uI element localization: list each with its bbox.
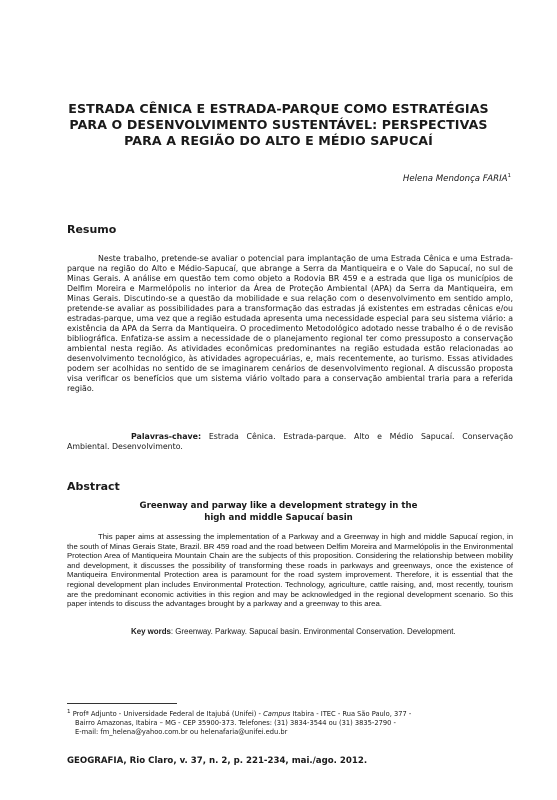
abstract-title — [100, 500, 457, 524]
resumo-body: Neste trabalho, pretende-se avaliar o potencial para implantação de uma Estrada Cênica e uma Estrada-parque na região do Alto e Médio-Sapucaí, que abrange a Serra da Mantiqueira e o Vale do Sapucaí, no sul de Minas Gerais. A análise em questão tem como objeto a Rodovia BR 459 e a estrada que liga os municípios de Delfim Moreira e Marmelópolis no interior da Área de Proteção Ambiental (APA) da Serra da Mantiqueira, em Minas Gerais. Discutindo-se a questão da mobilidade e sua relação com o desenvolvimento em sentido amplo, pretende-se avaliar as possibilidades para a transformação das estradas já existentes em estradas cênicas e/ou estradas-parque, uma vez que a região estudada apresenta uma necessidade especial para seu sistema viário: a existência da APA da Serra da Mantiqueira. O procedimento Metodológico adotado nesse trabalho é o de revisão bibliográfica. Enfatiza-se assim a necessidade de o planejamento regional ter como pressuposto a conservação ambiental nesta região. As atividades econômicas predominantes na região estudada estão relacionadas ao desenvolvimento tecnológico, às atividades agropecuárias, e, mais recentemente, ao turismo. Essas atividades podem ser acolhidas no sentido de se imaginarem cenários de desenvolvimento regional. A discussão proposta visa verificar os benefícios que um sistema viário voltado para a conservação ambiental traria para a referida região. — [67, 254, 513, 393]
title-line: ESTRADA CÊNICA E ESTRADA-PARQUE COMO ESTRATÉGIAS — [68, 101, 489, 116]
footnote-text: Itabira - ITEC - Rua São Paulo, 377 - — [290, 710, 412, 719]
key-words-list: : Greenway. Parkway. Sapucaí basin. Environmental Conservation. Development. — [170, 627, 456, 636]
footnote — [67, 708, 513, 737]
author-name — [403, 173, 511, 184]
author-surname: FARIA — [482, 173, 508, 184]
abstract-title-line: high and middle Sapucaí basin — [204, 513, 353, 523]
footnote-campus: Campus — [263, 710, 291, 719]
palavras-chave-label: Palavras-chave: — [131, 432, 202, 441]
abstract-body: This paper aims at assessing the implementation of a Parkway and a Greenway in high and middle Sapucaí region, in the south of Minas Gerais State, Brazil. BR 459 road and the road between Delfim Moreira and Marmelópolis in the Environmental Protection Area of Mantiqueira Mountain Chain are the subjects of this proposition. Considering the relationship between mobility and development, it discusses the possibility of transforming these roads in parkways and greenways, once the existence of Mantiqueira Environmental Protection area is paramount for the road system improvement. Therefore, it is essential that the regional development plan includes Environmental Protection. Technology, agriculture, cattle raising, and, most recently, tourism are the predominant economic activities in this region and may be acknowledged in the regional development scenario. So this paper intends to discuss the advantages brought by a parkway and a greenway to this area. — [67, 532, 513, 609]
key-words-label: Key words — [131, 627, 171, 636]
title-line: PARA A REGIÃO DO ALTO E MÉDIO SAPUCAÍ — [124, 133, 433, 148]
resumo-heading: Resumo — [67, 223, 117, 236]
footnote-mark: 1 — [67, 709, 71, 715]
footnote-line: Bairro Amazonas, Itabira – MG - CEP 35900-373. Telefones: (31) 3834-3544 ou (31) 3835-2790 - — [75, 719, 396, 728]
footnote-text: Profª Adjunto - Universidade Federal de Itajubá (Unifei) - — [70, 710, 264, 719]
article-title — [60, 101, 497, 149]
key-words — [67, 627, 527, 637]
author-footnote-mark: 1 — [507, 173, 511, 179]
footnote-line — [67, 708, 513, 719]
author-first-name: Helena Mendonça — [402, 173, 483, 184]
palavras-chave-list: Estrada Cênica. Estrada-parque. Alto e Médio Sapucaí. Conservação Ambiental. Desenvolvimento. — [67, 432, 513, 451]
title-line: PARA O DESENVOLVIMENTO SUSTENTÁVEL: PERSPECTIVAS — [69, 117, 488, 132]
footnote-line: E-mail: fm_helena@yahoo.com.br ou helenafaria@unifei.edu.br — [75, 728, 288, 737]
abstract-heading: Abstract — [67, 480, 120, 493]
palavras-chave — [67, 432, 513, 452]
journal-citation: GEOGRAFIA, Rio Claro, v. 37, n. 2, p. 221-234, mai./ago. 2012. — [67, 756, 368, 766]
footnote-divider — [67, 703, 177, 704]
abstract-title-line: Greenway and parway like a development strategy in the — [139, 501, 418, 511]
